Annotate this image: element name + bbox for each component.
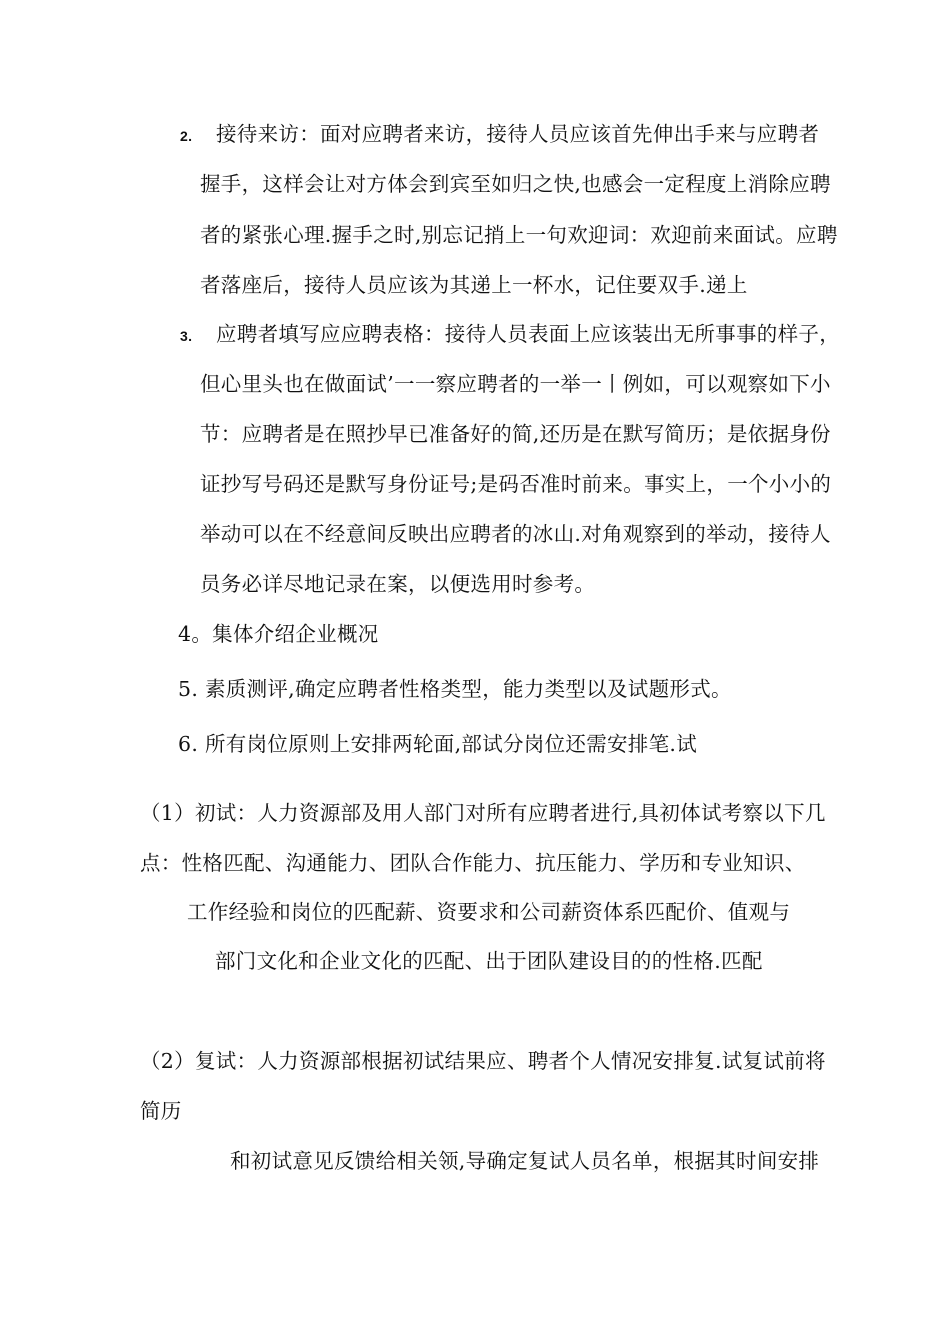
item-2-number: 2.	[180, 128, 193, 144]
sub-1-line-1: （1）初试：人力资源部及用人部门对所有应聘者进行,具初体试考察以下几	[140, 801, 826, 825]
sub-2-line-1: （2）复试：人力资源部根据初试结果应、聘者个人情况安排复.试复试前将	[140, 1049, 826, 1073]
item-2-line-3: 者的紧张心理.握手之时,别忘记捎上一句欢迎词：欢迎前来面试。应聘	[200, 223, 838, 247]
item-3-text-1: 应聘者填写应应聘表格：接待人员表面上应该装出无所事事的样子，	[216, 322, 840, 346]
item-3-line-6: 员务必详尽地记录在案，以便选用时参考。	[200, 572, 596, 596]
item-3-number: 3.	[180, 328, 193, 344]
item-2-line-1	[180, 121, 819, 149]
item-2-text-1: 接待来访：面对应聘者来访，接待人员应该首先伸出手来与应聘者	[216, 122, 820, 146]
sub-2-line-3: 和初试意见反馈给相关领,导确定复试人员名单，根据其时间安排	[230, 1149, 820, 1173]
item-2-line-2: 握手，这样会让对方体会到宾至如归之快,也感会一定程度上消除应聘	[200, 172, 831, 196]
sub-1-line-4: 部门文化和企业文化的匹配、出于团队建设目的的性格.匹配	[215, 949, 763, 973]
item-2-line-4: 者落座后，接待人员应该为其递上一杯水，记住要双手.递上	[200, 273, 748, 297]
item-3-line-3: 节：应聘者是在照抄早已准备好的简,还历是在默写简历；是依据身份	[200, 422, 831, 446]
item-3-line-4: 证抄写号码还是默写身份证号;是码否准时前来。事实上，一个小小的	[200, 472, 832, 496]
item-5: 5. 素质测评,确定应聘者性格类型，能力类型以及试题形式。	[178, 677, 732, 701]
item-4: 4。集体介绍企业概况	[178, 622, 379, 646]
sub-1-line-3: 工作经验和岗位的匹配薪、资要求和公司薪资体系匹配价、值观与	[187, 900, 791, 924]
item-6: 6. 所有岗位原则上安排两轮面,部试分岗位还需安排笔.试	[178, 732, 698, 756]
item-3-line-5: 举动可以在不经意间反映出应聘者的冰山.对角观察到的举动，接待人	[200, 522, 831, 546]
sub-2-line-2: 简历	[140, 1099, 182, 1123]
sub-1-line-2: 点：性格匹配、沟通能力、团队合作能力、抗压能力、学历和专业知识、	[140, 851, 806, 875]
item-3-line-2: 但心里头也在做面试’一一察应聘者的一举一丨例如，可以观察如下小	[200, 372, 831, 396]
item-3-line-1	[180, 321, 840, 349]
